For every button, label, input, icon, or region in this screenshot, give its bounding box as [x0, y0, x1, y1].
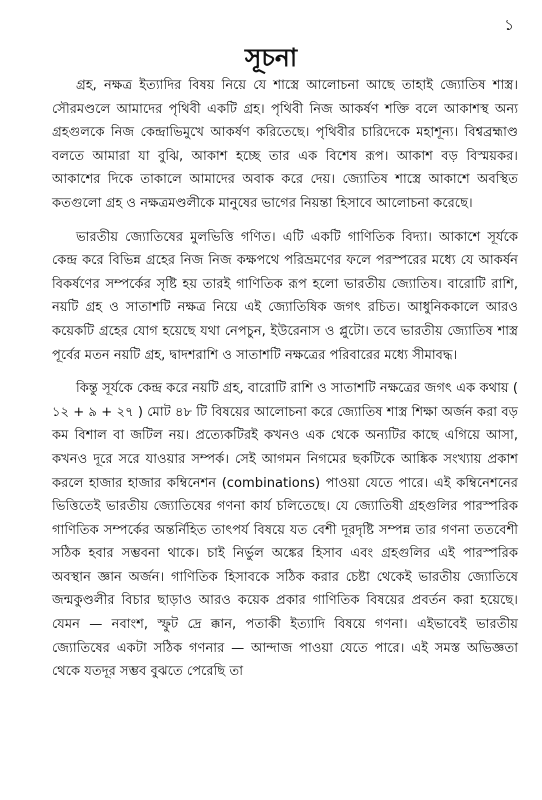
page-title: সূচনা	[244, 43, 298, 72]
paragraph-3: কিন্তু সূর্যকে কেন্দ্র করে নয়টি গ্রহ, বারোটি রাশি ও সাতাশটি নক্ষত্রের জগৎ এক কথায় ( ১২ + ৯ + ২৭ ) মোট ৪৮ টি বিষয়ের আলোচনা করে জ্যোতিষ শাস্ত্র শিক্ষা অর্জন করা বড় কম বিশাল বা জটিল নয়। প্রত্যেকটিরই কখনও এক থেকে অন্যটির কাছে এগিয়ে আসা, কখনও দূরে সরে যাওয়ার সম্পর্ক। সেই আগমন নিগমের ছকটিকে আঙ্কিক সংখ্যায় প্রকাশ করলে হাজার হাজার কম্বিনেশন (combinations) পাওয়া যেতে পারে। এই কম্বিনেশনের ভিত্তিতেই ভারতীয় জ্যোতিষের গণনা কার্য চলিতেছে। যে জ্যোতিষী গ্রহগুলির পারস্পরিক গাণিতিক সম্পর্কের অন্তর্নিহিত তাৎপর্য বিষয়ে যত বেশী দূরদৃষ্টি সম্পন্ন তার গণনা ততবেশী সঠিক হবার সম্ভবনা থাকে। চাই নির্ভুল অঙ্কের হিসাব এবং গ্রহগুলির এই পারস্পরিক অবস্থান জ্ঞান অর্জন। গাণিতিক হিসাবকে সঠিক করার চেষ্টা থেকেই ভারতীয় জ্যোতিষে জন্মকুণ্ডলীর বিচার ছাড়াও আরও কয়েক প্রকার গাণিতিক বিষয়ের প্রবর্তন করা হয়েছে। যেমন — নবাংশ, স্ফুট দ্রে ক্কান, পতাকী ইত্যাদি বিষয়ে গণনা। এইভাবেই ভারতীয় জ্যোতিষের একটা সঠিক গণনার — আন্দাজ পাওয়া যেতে পারে। এই সমস্ত অভিজ্ঞতা থেকে যতদূর সম্ভব বুঝতে পেরেছি তা	[52, 381, 518, 680]
page-number: ১	[504, 16, 514, 34]
body-text	[52, 74, 518, 694]
paragraph-1: গ্রহ, নক্ষত্র ইত্যাদির বিষয় নিয়ে যে শাস্ত্রে আলোচনা আছে তাহাই জ্যোতিষ শাস্ত্র। সৌরমণ্ডলে আমাদের পৃথিবী একটি গ্রহ। পৃথিবী নিজ আকর্ষণ শক্তি বলে আকাশস্থ অন্য গ্রহগুলকে নিজ কেন্দ্রাভিমুখে আকর্ষণ করিতেছে। পৃথিবীর চারিদেকে মহাশূন্য। বিশ্বব্রহ্মাণ্ড বলতে আমারা যা বুঝি, আকাশ হচ্ছে তার এক বিশেষ রূপ। আকাশ বড় বিস্ময়কর। আকাশের দিকে তাকালে আমাদের অবাক করে দেয়। জ্যোতিষ শাস্ত্রে আকাশে অবস্থিত কতগুলো গ্রহ ও নক্ষত্রমণ্ডলীকে মানুষের ভাগের নিয়ন্তা হিসাবে আলোচনা করেছে।	[52, 78, 518, 211]
paragraph-2: ভারতীয় জ্যোতিষের মুলভিত্তি গণিত। এটি একটি গাণিতিক বিদ্যা। আকাশে সূর্যকে কেন্দ্র করে বিভিন্ন গ্রহের নিজ নিজ কক্ষপথে পরিভ্রমণের ফলে পরস্পরের মধ্যে যে আকর্ষন বিকর্ষণের সম্পর্কের সৃষ্টি হয় তারই গাণিতিক রূপ হলো ভারতীয় জ্যোতিষ। বারোটি রাশি, নয়টি গ্রহ ও সাতাশটি নক্ষত্র নিয়ে এই জ্যোতিষিক জগৎ রচিত। আধুনিককালে আরও কয়েকটি গ্রহের যোগ হয়েছে যথা নেপচুন, ইউরেনাস ও প্লুটো। তবে ভারতীয় জ্যোতিষ শাস্ত্র পূর্বের মতন নয়টি গ্রহ, দ্বাদশরাশি ও সাতাশটি নক্ষত্রের পরিবারের মধ্যে সীমাবদ্ধ।	[52, 229, 518, 363]
